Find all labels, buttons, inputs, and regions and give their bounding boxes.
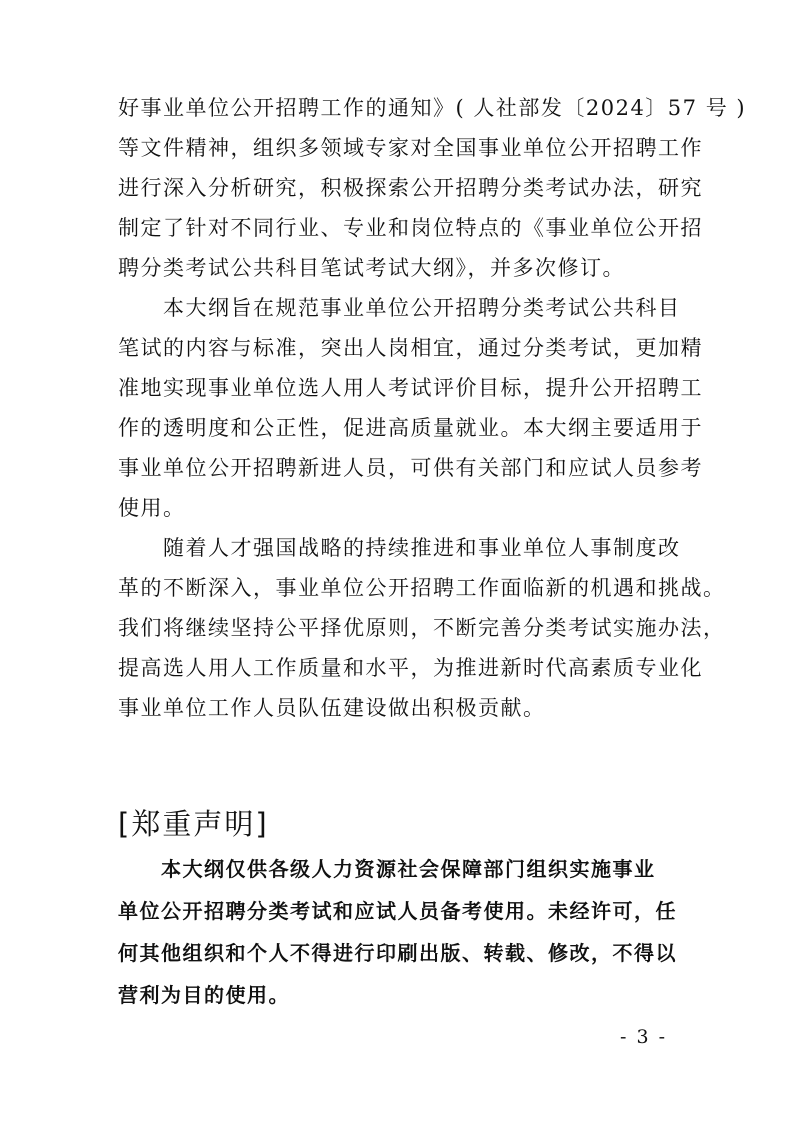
body-line: 事业单位工作人员队伍建设做出积极贡献。 (118, 696, 546, 720)
declaration-line: 本大纲仅供各级人力资源社会保障部门组织实施事业 (118, 857, 656, 881)
body-line: 制定了针对不同行业、专业和岗位特点的《事业单位公开招 (118, 216, 703, 240)
body-line: 笔试的内容与标准，突出人岗相宜，通过分类考试，更加精 (118, 336, 703, 360)
declaration-line: 何其他组织和个人不得进行印刷出版、转载、修改，不得以 (118, 941, 677, 965)
body-line: 准地实现事业单位选人用人考试评价目标，提升公开招聘工 (118, 376, 703, 400)
body-line: 聘分类考试公共科目笔试考试大纲》，并多次修订。 (118, 256, 625, 280)
body-line: 等文件精神，组织多领域专家对全国事业单位公开招聘工作 (118, 136, 703, 160)
body-line: 我们将继续坚持公平择优原则，不断完善分类考试实施办法， (118, 616, 726, 640)
body-line: 革的不断深入，事业单位公开招聘工作面临新的机遇和挑战。 (118, 576, 726, 600)
declaration-heading: [郑重声明] (118, 807, 269, 841)
body-line: 事业单位公开招聘新进人员，可供有关部门和应试人员参考 (118, 456, 703, 480)
declaration-line: 营利为目的使用。 (118, 983, 290, 1007)
declaration-text (118, 848, 678, 1016)
body-line: 提高选人用人工作质量和水平，为推进新时代高素质专业化 (118, 656, 703, 680)
body-line: 好事业单位公开招聘工作的通知》( 人社部发〔2024〕57 号 ) (118, 96, 747, 120)
body-line: 随着人才强国战略的持续推进和事业单位人事制度改 (118, 536, 681, 560)
body-text (118, 88, 747, 728)
body-line: 进行深入分析研究，积极探索公开招聘分类考试办法，研究 (118, 176, 703, 200)
body-line: 作的透明度和公正性，促进高质量就业。本大纲主要适用于 (118, 416, 703, 440)
page-number: - 3 - (620, 1026, 668, 1048)
body-line: 使用。 (118, 496, 186, 520)
body-line: 本大纲旨在规范事业单位公开招聘分类考试公共科目 (118, 296, 681, 320)
declaration-line: 单位公开招聘分类考试和应试人员备考使用。未经许可，任 (118, 899, 677, 923)
